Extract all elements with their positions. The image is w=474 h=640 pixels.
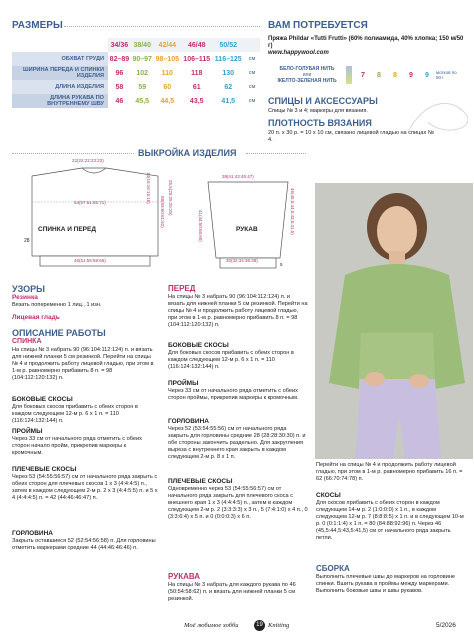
- stockinette-title: Лицевая гладь: [12, 314, 60, 321]
- table-row: [12, 80, 260, 94]
- body-armhole-dim: 25,5(25:25:25:25): [168, 180, 173, 216]
- table-row: [12, 38, 260, 52]
- rib-title: Резинка: [12, 294, 38, 301]
- back-shoulder-text: Через 53 (54:55:56:57) см от начального ряда закрыть с обеих сторон для плечевых скосов 1 х 3 (4:4:4:5) п., затем в каждом следующем 2-м р. 2 х 3 (4:4:5:5) п. и 5 х 4 (4:4:4:5) п. = 42 (44:46:46:47) п.: [12, 474, 158, 501]
- assembly-title: СБОРКА: [316, 564, 350, 573]
- skein-count: 8: [377, 71, 381, 79]
- color-label-or: или: [302, 72, 312, 78]
- materials-title: ВАМ ПОТРЕБУЕТСЯ: [268, 20, 368, 31]
- sleeve-top-dim: 39(41:43:45:47): [222, 174, 254, 179]
- unit: см: [248, 98, 256, 104]
- front-neck-title: ГОРЛОВИНА: [168, 418, 209, 425]
- sleeve-label: РУКАВ: [236, 226, 258, 233]
- cell: 90–97: [132, 55, 152, 63]
- unit: см: [248, 84, 256, 90]
- cell: 58: [115, 83, 124, 91]
- gauge-title: ПЛОТНОСТЬ ВЯЗАНИЯ: [268, 118, 372, 128]
- cell: 46: [115, 97, 124, 105]
- skos-title: СКОСЫ: [316, 492, 341, 499]
- skein-note: мотков по 50 г: [436, 70, 457, 80]
- front-title: ПЕРЕД: [168, 284, 196, 293]
- model-illustration: [315, 183, 473, 459]
- front-side-title: БОКОВЫЕ СКОСЫ: [168, 342, 229, 349]
- front-shoulder-text: Одновременно через 53 (54:55:56:57) см от начального ряда закрыть для плечевого скоса с внешнего края 1 х 3 (4:4:4:5) п., затем в каждом следующем 2-м р. 2 (3:3:3:3) х 3 п., 5 (7:4:1:0) х 4 п., 0 (3:3:6:4) х 5 п. и 0 (0:0:0:3) х 6 п.: [168, 486, 308, 520]
- size-table: [12, 38, 260, 108]
- right-text-1: Перейти на спицы № 4 и продолжить работу лицевой гладью, при этом в 1-м р. равномерно прибавить 16 п. = 62 (66:70:74:78) п.: [316, 462, 463, 482]
- needles-text: Спицы № 3 и 4; маркеры для вязания.: [268, 108, 368, 114]
- sleeve-cuff-dim: 30(32:34:36:38): [226, 258, 258, 263]
- yarn-text: Пряжа Phildar «Tutti Frutti» (60% полиамида, 40% хлопка; 150 м/50 г): [268, 36, 464, 49]
- size-header: 34/36: [108, 38, 131, 52]
- footer-magazine: Моё любимое хобби: [184, 622, 239, 629]
- assembly-text: Выполнить плечевые швы до маркеров на горловине спинки. Вшить рукава в проймы между маркерами. Выполнить боковые швы и швы рукавов.: [316, 574, 456, 594]
- cell: 118: [191, 69, 203, 77]
- cell: 61: [192, 83, 201, 91]
- cell: 44,5: [160, 97, 175, 105]
- issue-number: 5/2026: [436, 622, 456, 629]
- color-label-blue: БЕЛО-ГОЛУБАЯ НИТЬ: [279, 66, 335, 72]
- body-left-dim: 28: [24, 238, 30, 244]
- color-labels: [268, 66, 346, 84]
- size-header: 42/44: [154, 38, 181, 52]
- row-label: ШИРИНА ПЕРЕДА И СПИНКИ ИЗДЕЛИЯ: [12, 66, 108, 80]
- cell: 82–89: [109, 55, 130, 63]
- skos-text: Для скосов прибавить с обеих сторон в каждом следующем 14-м р. 2 (1:0:0:0) х 1 п., в каждом следующем 12-м р. 7 (8:8:8:5) х 1 п. и в следующем 10-м р. 0 (0:1:1:4) х 1 п. = 80 (84:88:92:96) п. Через 46 (45,5:44,5:43,5:41,5) см от начального ряда закрыть петли.: [316, 500, 464, 541]
- yarn-color-row: [268, 66, 468, 84]
- footer-brand: Knitting: [268, 622, 290, 629]
- back-neck-text: Закрыть оставшиеся 52 (52:54:56:58) п. Для горловины отметить маркерами средние 44 (44:46:46:46) п.: [12, 538, 156, 551]
- back-armhole-text: Через 33 см от начального ряда отметить с обеих сторон начало пройм, прикрепив маркеры к кромочным.: [12, 436, 142, 456]
- schematic-rule-right: [246, 153, 306, 154]
- cell: 110: [161, 69, 173, 77]
- front-armhole-title: ПРОЙМЫ: [168, 380, 199, 387]
- row-label: ДЛИНА РУКАВА ПО ВНУТРЕННЕМУ ШВУ: [12, 94, 108, 108]
- model-photo: [315, 183, 473, 459]
- size-header: 46/48: [181, 38, 212, 52]
- front-text: На спицы № 3 набрать 90 (96:104:112:124) п. и вязать для нижней планки 5 см резинкой. Перейти на спицы № 4 и продолжить работу лицевой гладью, при этом в 1-м р. равномерно прибавить 8 п. = 98 (104:112:120:132) п.: [168, 294, 308, 328]
- sleeve-length-dim: 46(45,5:44,5:43,5:41,5): [290, 188, 295, 235]
- size-header: 38/40: [131, 38, 154, 52]
- front-armhole-text: Через 33 см от начального ряда отметить с обеих сторон проймы, прикрепив маркеры к кромочным.: [168, 388, 299, 401]
- table-row: [12, 52, 260, 66]
- gauge-text: 20 п. х 30 р. = 10 х 10 см, связано лицевой гладью на спицах № 4.: [268, 130, 434, 143]
- cell: 43,5: [189, 97, 204, 105]
- needles-title: СПИЦЫ И АКСЕССУАРЫ: [268, 96, 378, 106]
- row-label: ОБХВАТ ГРУДИ: [12, 52, 108, 66]
- cell: 102: [136, 69, 149, 77]
- cell: 98–105: [155, 55, 179, 63]
- table-row: [12, 66, 260, 80]
- yarn-description: [268, 36, 464, 57]
- size-header: 50/52: [212, 38, 244, 52]
- skein-count: 8: [393, 71, 397, 79]
- skein-count: 9: [409, 71, 413, 79]
- body-label: СПИНКА И ПЕРЕД: [38, 226, 96, 233]
- page-number: 19: [254, 620, 265, 631]
- sleeve-cuff-height-dim: 5: [280, 262, 283, 267]
- skein-count: 7: [361, 71, 365, 79]
- cell: 59: [138, 83, 147, 91]
- page-footer: [0, 616, 474, 640]
- sizes-title: РАЗМЕРЫ: [12, 20, 63, 31]
- back-title: СПИНКА: [12, 338, 42, 345]
- rib-text: Вязать попеременно 1 лиц., 1 изн.: [12, 302, 102, 308]
- body-width-dim: 54(57:61:65:71): [74, 200, 106, 205]
- back-side-title: БОКОВЫЕ СКОСЫ: [12, 396, 73, 403]
- skein-count: 9: [425, 71, 429, 79]
- cell: 130: [222, 69, 235, 77]
- schematic-title: ВЫКРОЙКА ИЗДЕЛИЯ: [138, 148, 237, 158]
- body-side-top-dim: 14(16:16:16:16): [146, 172, 151, 204]
- cell: 45,5: [135, 97, 150, 105]
- sleeve-title: РУКАВА: [168, 572, 201, 581]
- body-height-dim: 58(59:60:61:62): [160, 196, 165, 228]
- color-swatch: [346, 66, 352, 84]
- yarn-swirl-icon: [404, 92, 468, 142]
- cell: 62: [224, 83, 233, 91]
- table-row: [12, 94, 260, 108]
- front-side-text: Для боковых скосов прибавить с обеих сторон в каждом следующем 12-м р. 6 х 1 п. = 110 (116:124:132:144) п.: [168, 350, 294, 370]
- front-neck-text: Через 52 (53:54:55:56) см от начального ряда закрыть для горловины средние 28 (28:28:30:30) п. и обе стороны закончить раздельно. Для закругления выреза с внутреннего края закрыть в каждом следующем 2-м р. 8 х 1 п.: [168, 426, 306, 460]
- color-label-yellow: ЖЕЛТО-ЗЕЛЕНАЯ НИТЬ: [277, 78, 337, 84]
- description-title: ОПИСАНИЕ РАБОТЫ: [12, 328, 106, 338]
- cell: 96: [115, 69, 124, 77]
- cell: 116–125: [214, 55, 242, 63]
- front-shoulder-title: ПЛЕЧЕВЫЕ СКОСЫ: [168, 478, 233, 485]
- sleeve-side-dim: 41(44:50:55:60): [198, 210, 203, 242]
- cell: 41,5: [221, 97, 236, 105]
- patterns-title: УЗОРЫ: [12, 284, 45, 294]
- body-hem-dim: 48(51:55:59:65): [74, 258, 106, 263]
- unit: см: [248, 70, 256, 76]
- sizes-title-rule: [64, 26, 260, 27]
- back-armhole-title: ПРОЙМЫ: [12, 428, 43, 435]
- unit: см: [248, 56, 256, 62]
- cell: 106–115: [183, 55, 211, 63]
- yarn-url: www.happywool.com: [268, 50, 329, 56]
- back-text: На спицы № 3 набрать 90 (96:104:112:124) п. и вязать для нижней планки 5 см резинкой. Перейти на спицы № 4 и продолжить работу лицевой гладью, при этом в 1-м р. равномерно прибавить 8 п. = 98 (104:112:120:132) п.: [12, 347, 154, 381]
- back-shoulder-title: ПЛЕЧЕВЫЕ СКОСЫ: [12, 466, 77, 473]
- body-top-dim: 22(22:22:23:23): [72, 158, 104, 163]
- back-neck-title: ГОРЛОВИНА: [12, 530, 53, 537]
- back-side-text: Для боковых скосов прибавить с обеих сторон в каждом следующем 12-м р. 6 х 1 п. = 110 (116:124:132:144) п.: [12, 404, 138, 424]
- cell: 60: [163, 83, 172, 91]
- sleeve-text: На спицы № 3 набрать для каждого рукава по 46 (50:54:58:62) п. и вязать для нижней планки 5 см резинкой.: [168, 582, 296, 602]
- schematic-rule-left: [12, 153, 134, 154]
- row-label: ДЛИНА ИЗДЕЛИЯ: [12, 80, 108, 94]
